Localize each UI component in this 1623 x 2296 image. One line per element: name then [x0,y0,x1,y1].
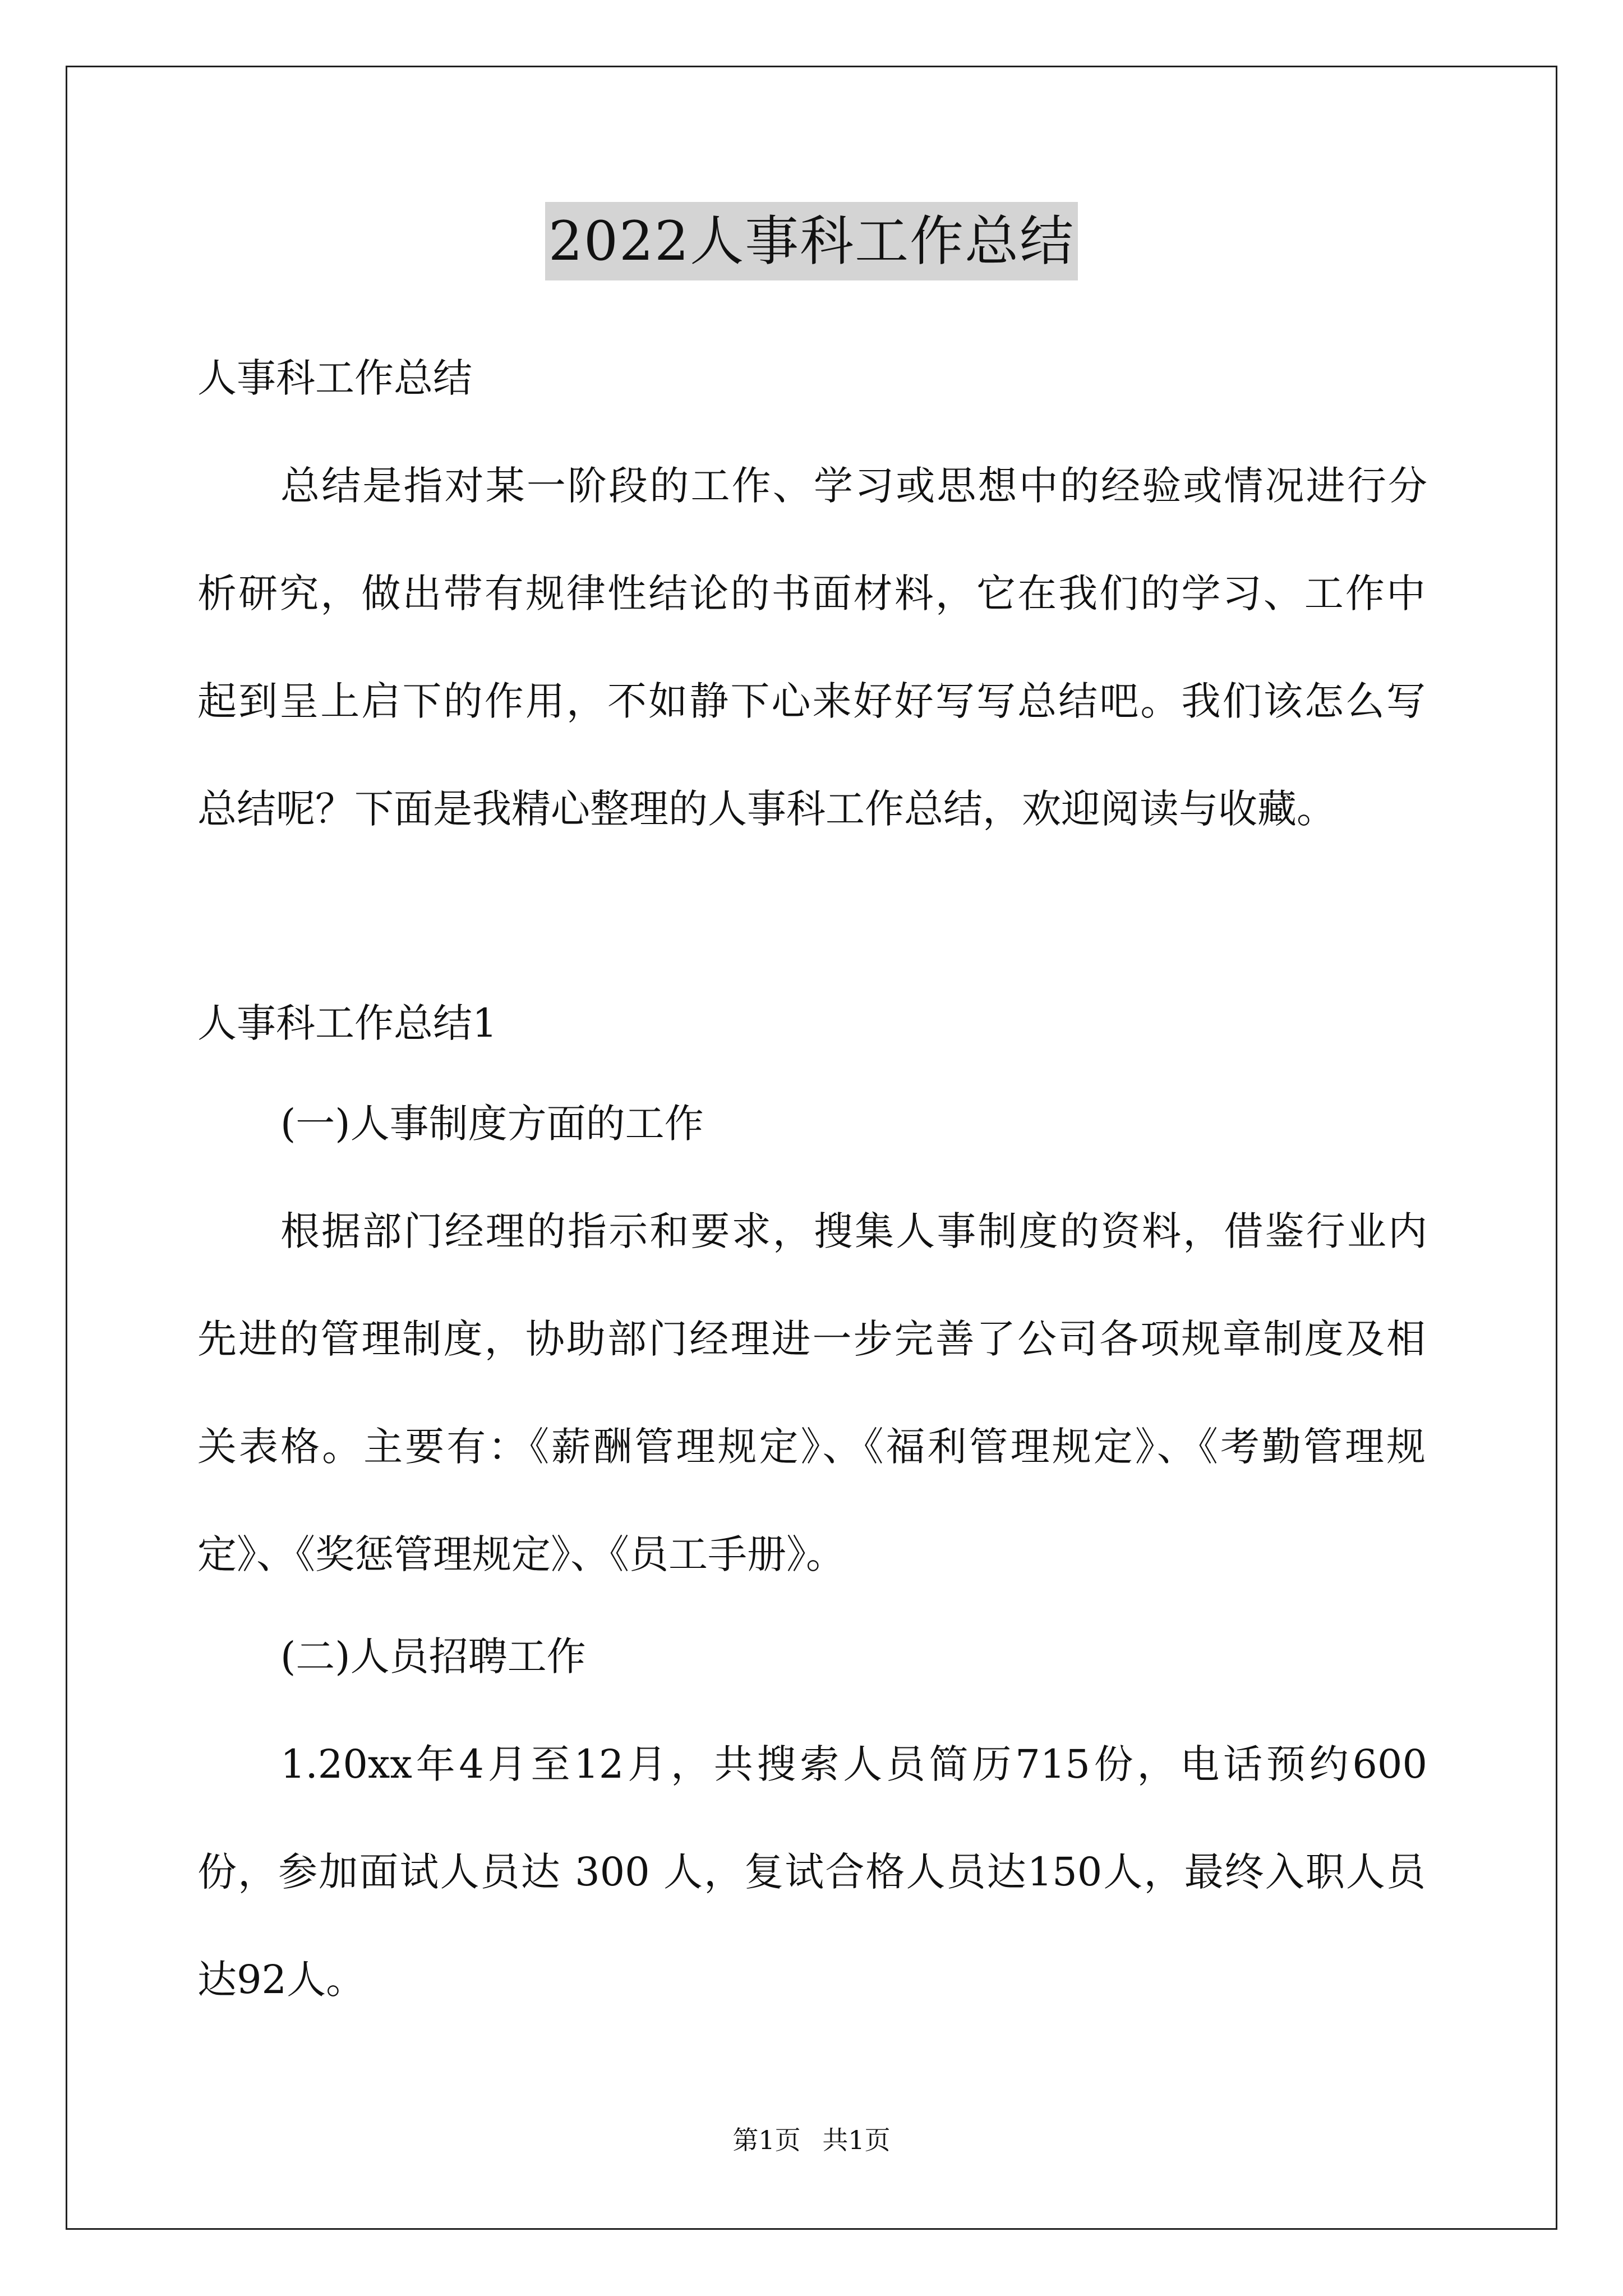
paragraph-line: 析研究，做出带有规律性结论的书面材料，它在我们的学习、工作中 [197,570,1426,616]
paragraph-line: 根据部门经理的指示和要求，搜集人事制度的资料，借鉴行业内 [280,1208,1427,1254]
paragraph-line: 总结是指对某一阶段的工作、学习或思想中的经验或情况进行分 [280,463,1427,509]
subtitle-line: 人事科工作总结 [197,355,472,401]
subsection-heading: (二)人员招聘工作 [280,1634,586,1680]
paragraph-line: 1.20xx年4月至12月，共搜索人员简历715份，电话预约600 [280,1741,1427,1787]
subsection-heading: (一)人事制度方面的工作 [280,1101,704,1147]
paragraph-line: 份，参加面试人员达 300 人，复试合格人员达150人，最终入职人员 [197,1849,1426,1895]
title-block [0,202,1623,280]
paragraph-line: 总结呢？下面是我精心整理的人事科工作总结，欢迎阅读与收藏。 [197,786,1336,832]
paragraph-line: 起到呈上启下的作用，不如静下心来好好写写总结吧。我们该怎么写 [197,678,1426,724]
paragraph-line: 关表格。主要有：《薪酬管理规定》、《福利管理规定》、《考勤管理规 [197,1424,1426,1470]
paragraph-line: 先进的管理制度，协助部门经理进一步完善了公司各项规章制度及相 [197,1316,1426,1362]
section-heading: 人事科工作总结1 [197,1000,497,1046]
paragraph-line: 达92人。 [197,1957,366,2003]
document-title: 2022人事科工作总结 [545,202,1078,280]
page-number: 第1页 [732,2125,801,2155]
page-footer [0,2123,1623,2157]
paragraph-line: 定》、《奖惩管理规定》、《员工手册》。 [197,1531,845,1577]
page-total: 共1页 [822,2125,891,2155]
